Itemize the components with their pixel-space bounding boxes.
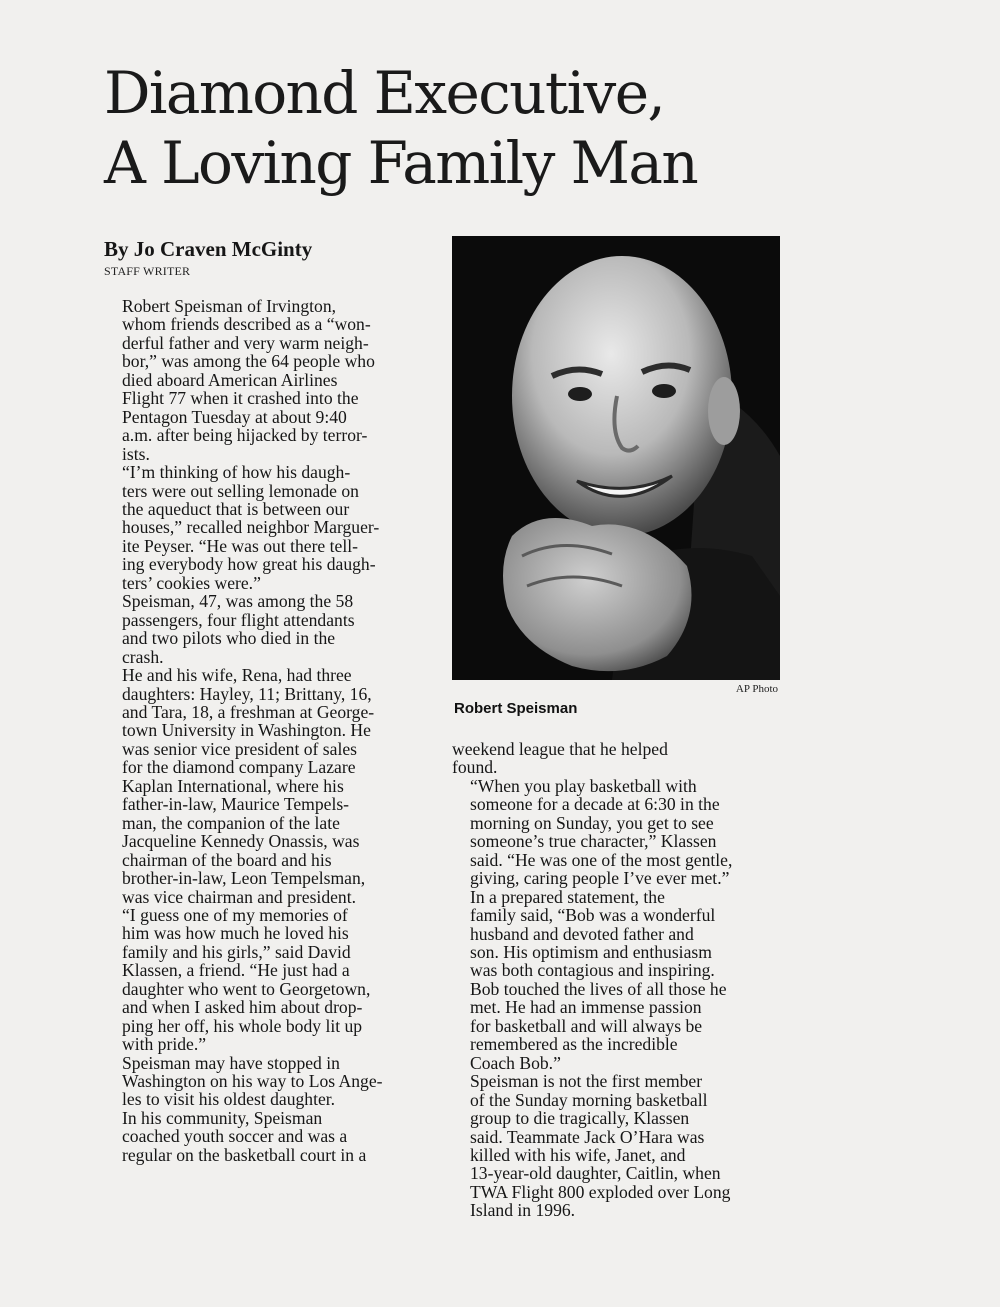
text-line: Robert Speisman of Irvington, [122,296,337,316]
text-line: killed with his wife, Janet, and [470,1144,686,1165]
text-line: father-in-law, Maurice Tempels- [122,794,350,815]
text-line: Klassen, a friend. “He just had a [122,960,350,981]
text-line: said. “He was one of the most gentle, [470,849,733,870]
text-line: someone for a decade at 6:30 in the [470,794,720,815]
text-line: met. He had an immense passion [470,997,702,1018]
photo-credit: AP Photo [735,683,778,695]
text-line: TWA Flight 800 exploded over Long [470,1181,731,1202]
text-line: the aqueduct that is between our [122,498,350,519]
left-column [104,297,434,1164]
text-line: derful father and very warm neigh- [122,332,369,353]
text-line: Pentagon Tuesday at about 9:40 [122,406,347,427]
text-line: brother-in-law, Leon Tempelsman, [122,868,366,889]
text-line: of the Sunday morning basketball [470,1089,708,1110]
text-line: “When you play basketball with [470,775,697,796]
headline-line-1: Diamond Executive, [104,59,665,127]
text-line: someone’s true character,” Klassen [470,831,717,852]
text-line: him was how much he loved his [122,923,349,944]
headline-line-2: A Loving Family Man [104,129,698,197]
text-line: daughters: Hayley, 11; Brittany, 16, [122,683,372,704]
text-line: regular on the basketball court in a [122,1144,367,1165]
text-line: crash. [122,646,164,667]
text-line: ters were out selling lemonade on [122,480,359,501]
paragraph [104,1054,434,1109]
text-line: family and his girls,” said David [122,941,351,962]
text-line: Island in 1996. [470,1200,576,1221]
text-line: weekend league that he helped [452,739,668,759]
text-line: a.m. after being hijacked by terror- [122,425,368,446]
paragraph [104,1109,434,1164]
text-line: 13-year-old daughter, Caitlin, when [470,1163,721,1184]
text-line: whom friends described as a “won- [122,314,371,335]
text-line: was vice chairman and president. [122,886,357,907]
text-line: In his community, Speisman [122,1107,323,1128]
text-line: Speisman, 47, was among the 58 [122,591,354,612]
text-line: Coach Bob.” [470,1052,561,1073]
photo-caption: Robert Speisman [454,700,578,717]
text-line: son. His optimism and enthusiasm [470,941,712,962]
text-line: Speisman is not the first member [470,1071,703,1092]
text-line: town University in Washington. He [122,720,371,741]
text-line: for the diamond company Lazare [122,757,356,778]
text-line: died aboard American Airlines [122,369,338,390]
text-line: coached youth soccer and was a [122,1126,348,1147]
paragraph [452,740,782,777]
text-line: bor,” was among the 64 people who [122,351,375,372]
portrait-photo [452,236,780,680]
text-line: Kaplan International, where his [122,775,344,796]
text-line: Flight 77 when it crashed into the [122,388,359,409]
text-line: passengers, four flight attendants [122,609,355,630]
byline-title: STAFF WRITER [104,264,191,278]
text-line: Jacqueline Kennedy Onassis, was [122,831,360,852]
text-line: Bob touched the lives of all those he [470,978,727,999]
text-line: He and his wife, Rena, had three [122,665,352,686]
text-line: ing everybody how great his daugh- [122,554,376,575]
text-line: ite Peyser. “He was out there tell- [122,535,358,556]
text-line: Washington on his way to Los Ange- [122,1071,383,1092]
text-line: “I guess one of my memories of [122,904,348,925]
paragraph [104,592,434,666]
paragraph [452,888,782,1073]
text-line: “I’m thinking of how his daugh- [122,462,351,483]
text-line: les to visit his oldest daughter. [122,1089,336,1110]
text-line: ping her off, his whole body lit up [122,1015,363,1036]
text-line: found. [452,757,498,778]
text-line: man, the companion of the late [122,812,340,833]
paragraph [104,297,434,463]
paragraph [104,666,434,906]
text-line: ists. [122,443,150,464]
text-line: In a prepared statement, the [470,886,665,907]
text-line: houses,” recalled neighbor Marguer- [122,517,380,538]
text-line: and Tara, 18, a freshman at George- [122,701,375,722]
right-column [452,740,782,1220]
text-line: with pride.” [122,1034,207,1055]
text-line: for basketball and will always be [470,1015,703,1036]
text-line: family said, “Bob was a wonderful [470,905,716,926]
paragraph [452,1072,782,1220]
text-line: and when I asked him about drop- [122,997,363,1018]
text-line: and two pilots who died in the [122,628,336,649]
text-line: Speisman may have stopped in [122,1052,340,1073]
text-line: said. Teammate Jack O’Hara was [470,1126,705,1147]
paragraph [452,777,782,888]
byline: By Jo Craven McGinty [104,237,313,261]
text-line: chairman of the board and his [122,849,332,870]
paragraph [104,906,434,1054]
text-line: was senior vice president of sales [122,738,357,759]
text-line: husband and devoted father and [470,923,694,944]
headline [104,58,824,198]
text-line: morning on Sunday, you get to see [470,812,714,833]
text-line: giving, caring people I’ve ever met.” [470,868,730,889]
text-line: daughter who went to Georgetown, [122,978,371,999]
text-line: ters’ cookies were.” [122,572,261,593]
paragraph [104,463,434,592]
text-line: group to die tragically, Klassen [470,1108,690,1129]
text-line: remembered as the incredible [470,1034,678,1055]
portrait-image [452,236,780,680]
text-line: was both contagious and inspiring. [470,960,715,981]
